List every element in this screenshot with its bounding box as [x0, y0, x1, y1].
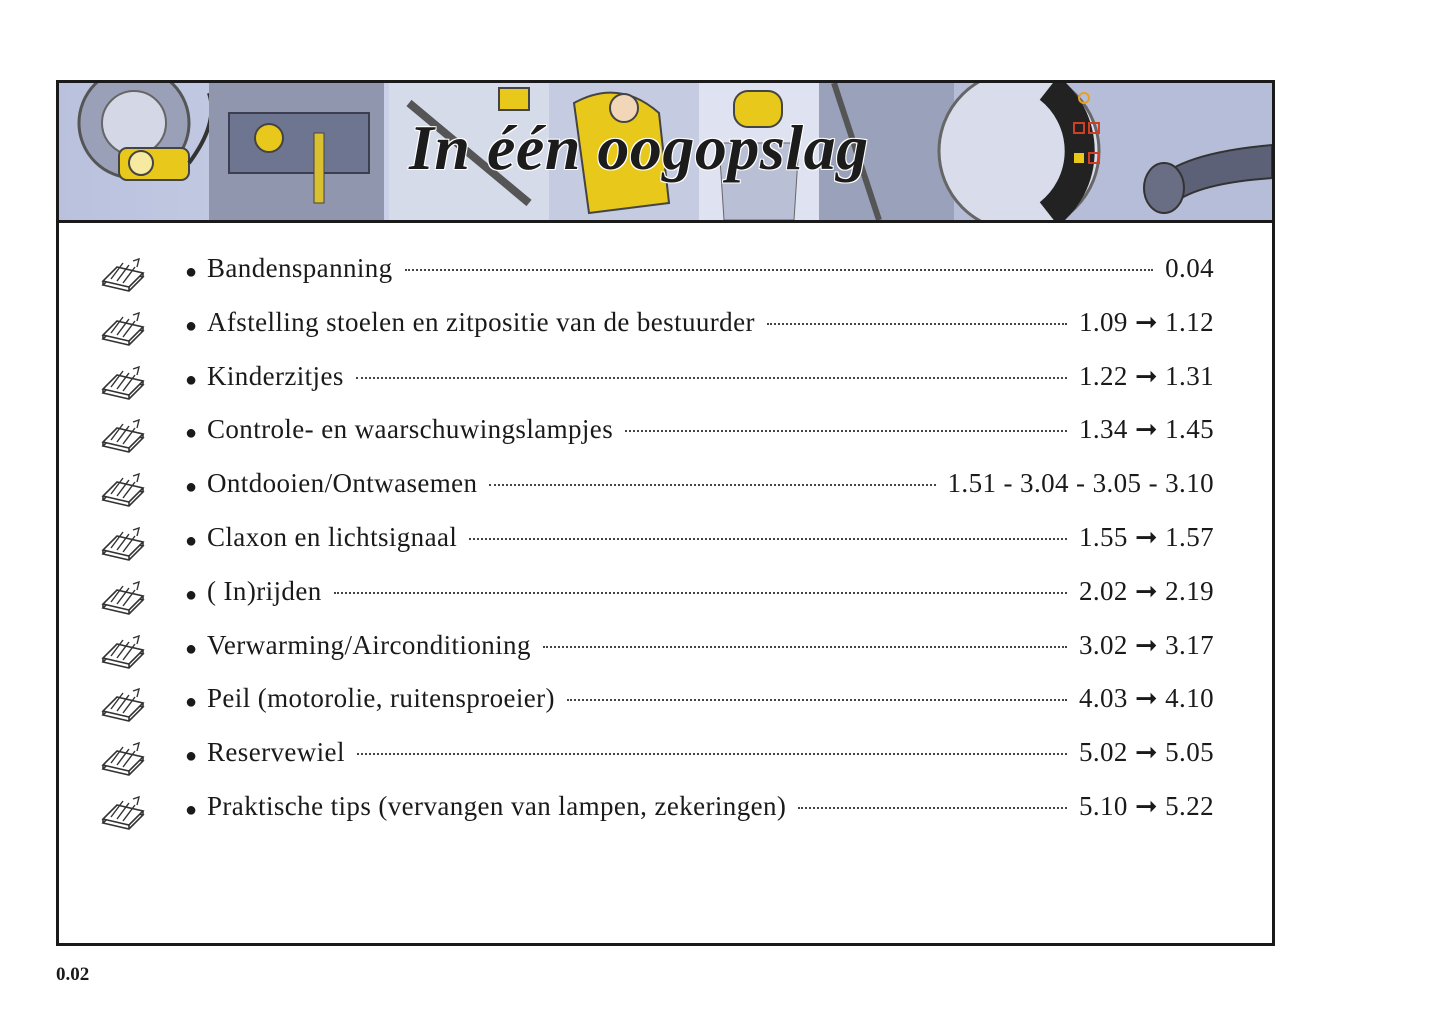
toc-entry	[59, 576, 1272, 630]
leader-dots	[356, 377, 1067, 379]
book-reference-icon	[99, 472, 147, 508]
leader-dots	[543, 646, 1067, 648]
toc-entry	[59, 522, 1272, 576]
toc-entry	[59, 468, 1272, 522]
toc-entry-label: Ontdooien/Ontwasemen	[207, 468, 478, 499]
book-reference-icon	[99, 687, 147, 723]
page-number: 0.02	[56, 964, 90, 985]
toc-entry	[59, 414, 1272, 468]
toc-entry-pages: 1.51 - 3.04 - 3.05 - 3.10	[947, 468, 1214, 499]
bullet: ●	[185, 691, 198, 714]
toc-entry	[59, 737, 1272, 791]
book-reference-icon	[99, 311, 147, 347]
bullet: ●	[185, 476, 198, 499]
book-reference-icon	[99, 526, 147, 562]
toc-entry-label: ( In)rijden	[207, 575, 322, 606]
toc-entry-label: Claxon en lichtsignaal	[207, 521, 458, 552]
toc-entry	[59, 791, 1272, 845]
toc-entry	[59, 361, 1272, 415]
toc-entry-pages: 5.02 ➞ 5.05	[1078, 737, 1214, 768]
bullet: ●	[185, 637, 198, 660]
bullet: ●	[185, 529, 198, 552]
header-banner	[59, 83, 1272, 223]
page-title: In één oogopslag	[409, 112, 869, 183]
leader-dots	[405, 269, 1154, 271]
toc-entry	[59, 307, 1272, 361]
toc-entry	[59, 253, 1272, 307]
leader-dots	[357, 753, 1067, 755]
bullet: ●	[185, 368, 198, 391]
toc-entry-label: Verwarming/Airconditioning	[207, 629, 531, 660]
toc-entry-label: Kinderzitjes	[207, 360, 344, 391]
summary-frame	[56, 80, 1275, 946]
bullet: ●	[185, 583, 198, 606]
toc-list	[59, 253, 1272, 845]
toc-entry-pages: 2.02 ➞ 2.19	[1078, 575, 1214, 606]
toc-entry-pages: 3.02 ➞ 3.17	[1078, 629, 1214, 660]
bullet: ●	[185, 314, 198, 337]
toc-entry-label: Bandenspanning	[207, 253, 393, 283]
book-reference-icon	[99, 580, 147, 616]
book-reference-icon	[99, 634, 147, 670]
toc-entry-pages: 4.03 ➞ 4.10	[1078, 683, 1214, 714]
toc-entry	[59, 630, 1272, 684]
leader-dots	[334, 592, 1067, 594]
leader-dots	[567, 699, 1067, 701]
leader-dots	[767, 323, 1067, 325]
leader-dots	[489, 484, 935, 486]
toc-entry-pages: 1.55 ➞ 1.57	[1078, 521, 1214, 552]
book-reference-icon	[99, 741, 147, 777]
leader-dots	[625, 430, 1067, 432]
bullet: ●	[185, 798, 198, 821]
toc-entry-pages: 0.04	[1165, 253, 1214, 283]
leader-dots	[469, 538, 1067, 540]
book-reference-icon	[99, 795, 147, 831]
toc-entry-label: Praktische tips (vervangen van lampen, zekeringen)	[207, 790, 787, 821]
toc-entry-label: Afstelling stoelen en zitpositie van de bestuurder	[207, 306, 755, 337]
leader-dots	[798, 807, 1067, 809]
book-reference-icon	[99, 418, 147, 454]
toc-entry-pages: 1.22 ➞ 1.31	[1078, 360, 1214, 391]
toc-entry-pages: 1.09 ➞ 1.12	[1078, 306, 1214, 337]
bullet: ●	[185, 261, 198, 283]
toc-entry-label: Controle- en waarschuwingslampjes	[207, 414, 614, 445]
toc-entry-label: Reservewiel	[207, 737, 345, 768]
toc-entry-pages: 1.34 ➞ 1.45	[1078, 414, 1214, 445]
book-reference-icon	[99, 257, 147, 293]
bullet: ●	[185, 745, 198, 768]
bullet: ●	[185, 422, 198, 445]
toc-entry	[59, 683, 1272, 737]
toc-entry-pages: 5.10 ➞ 5.22	[1078, 790, 1214, 821]
book-reference-icon	[99, 365, 147, 401]
toc-entry-label: Peil (motorolie, ruitensproeier)	[207, 683, 555, 714]
